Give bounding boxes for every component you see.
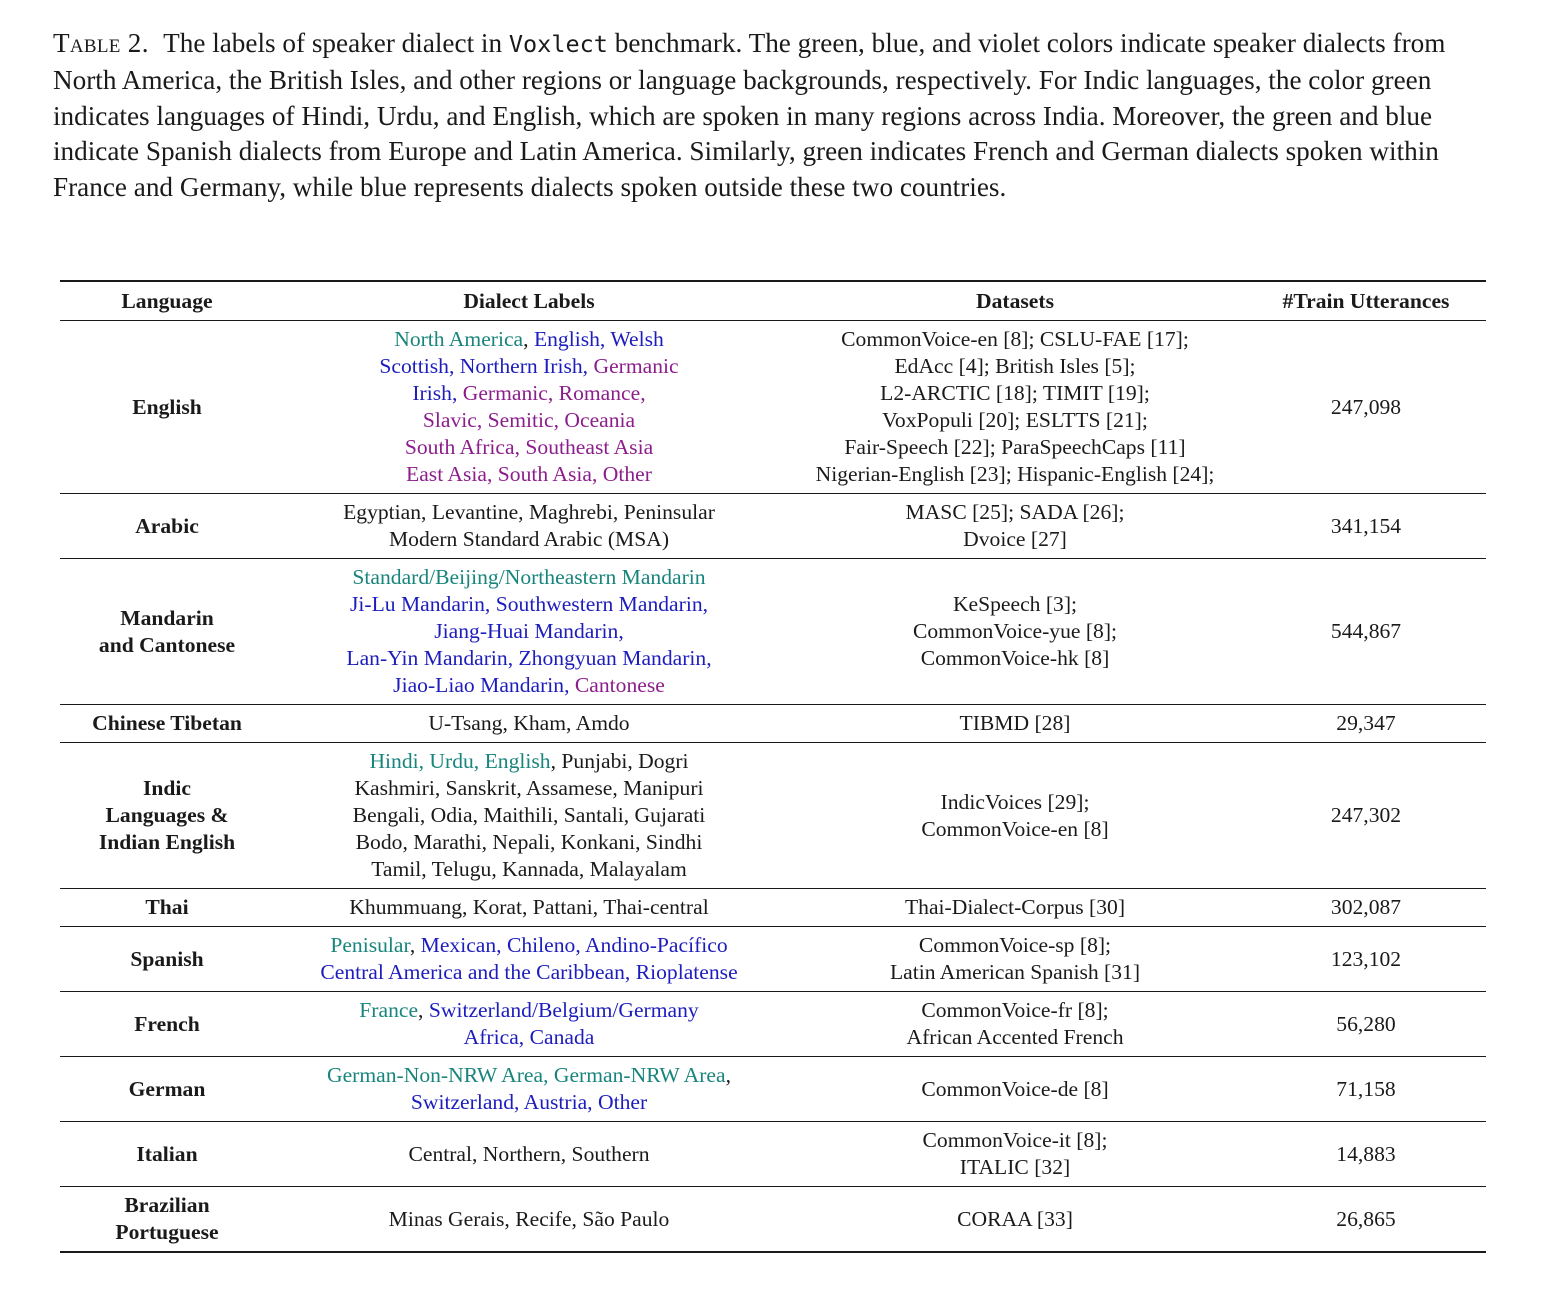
train-utterances-cell: 26,865 — [1336, 1206, 1396, 1231]
table-row — [60, 743, 1486, 889]
dialect-line — [278, 959, 780, 986]
train-utterances-cell: 56,280 — [1336, 1011, 1396, 1036]
language-cell — [60, 559, 274, 705]
dialect-label: Bengali, Odia, Maithili, Santali, Gujarati — [352, 803, 706, 827]
train-utterances-cell: 247,302 — [1330, 803, 1402, 827]
dialect-label: , Punjabi, Dogri — [550, 749, 689, 773]
datasets-cell — [784, 743, 1246, 889]
dataset-citation: CommonVoice-en [8] — [921, 816, 1109, 841]
dialect-labels-cell — [274, 743, 784, 889]
dialect-labels-cell — [274, 321, 784, 494]
dialect-label: Jiao-Liao Mandarin, — [393, 673, 575, 697]
dialect-line — [278, 672, 780, 699]
dialect-labels-cell — [274, 559, 784, 705]
dataset-citation: MASC [25]; SADA [26]; — [905, 500, 1125, 524]
dialect-label: Central America and the Caribbean, Rioplatense — [320, 960, 738, 984]
table-row — [60, 927, 1486, 992]
dataset-citation: CommonVoice-fr [8]; — [921, 998, 1109, 1022]
dialect-line — [278, 1062, 780, 1089]
language-name-line: Italian — [136, 1141, 198, 1166]
dialect-line — [278, 748, 780, 775]
dialect-line — [278, 618, 780, 645]
dialect-line — [278, 380, 780, 407]
dialect-labels-cell — [274, 889, 784, 927]
language-name-line: Indic — [142, 776, 191, 800]
dialect-line — [278, 353, 780, 380]
dialect-line — [278, 710, 780, 737]
dataset-citation: Latin American Spanish [31] — [889, 960, 1141, 984]
dataset-citation: TIBMD [28] — [959, 711, 1071, 735]
language-cell — [60, 1057, 274, 1122]
dataset-citation: IndicVoices [29]; — [940, 789, 1090, 814]
dialect-label: Irish, — [412, 381, 463, 405]
dialect-label: Switzerland/Belgium/Germany — [428, 998, 699, 1022]
dialect-line — [278, 1089, 780, 1116]
dialect-label: Standard/Beijing/Northeastern Mandarin — [352, 565, 706, 589]
table-row — [60, 1057, 1486, 1122]
header-datasets: Datasets — [976, 289, 1054, 313]
dataset-citation: CommonVoice-yue [8]; — [912, 619, 1118, 643]
train-utterances-cell: 544,867 — [1330, 619, 1402, 643]
dataset-citation: CommonVoice-de [8] — [921, 1076, 1109, 1101]
dialect-line — [278, 932, 780, 959]
dataset-citation: Nigerian-English [23]; Hispanic-English [24]; — [815, 462, 1215, 486]
dataset-citation: VoxPopuli [20]; ESLTTS [21]; — [882, 408, 1148, 432]
dialect-labels-cell — [274, 494, 784, 559]
table-caption — [53, 26, 1498, 206]
train-utterances-cell: 341,154 — [1330, 513, 1402, 538]
datasets-cell — [784, 321, 1246, 494]
dialect-label: Modern Standard Arabic (MSA) — [388, 527, 670, 551]
benchmark-name: Voxlect — [508, 30, 608, 58]
language-name-line: French — [134, 1011, 200, 1036]
train-utterances-cell: 247,098 — [1330, 394, 1402, 419]
language-cell — [60, 927, 274, 992]
dialect-line — [278, 1024, 780, 1051]
dialect-label: Minas Gerais, Recife, São Paulo — [388, 1206, 670, 1231]
dialect-label: Germanic — [593, 354, 679, 378]
dialect-line — [278, 407, 780, 434]
dialect-line — [278, 829, 780, 856]
dataset-citation: Thai-Dialect-Corpus [30] — [904, 895, 1126, 919]
dialect-label: Penisular — [330, 933, 410, 957]
dialect-label: Africa, Canada — [463, 1025, 595, 1049]
dialect-line — [278, 1206, 780, 1233]
train-utterances-cell: 71,158 — [1336, 1076, 1396, 1101]
dataset-citation: CommonVoice-it [8]; — [922, 1128, 1108, 1152]
language-name-line: English — [132, 394, 202, 419]
dialect-line — [278, 564, 780, 591]
language-name-line: Spanish — [130, 946, 204, 971]
train-utterances-cell: 302,087 — [1330, 895, 1402, 919]
dialect-labels-cell — [274, 1122, 784, 1187]
language-cell — [60, 321, 274, 494]
dataset-citation: CommonVoice-sp [8]; — [918, 933, 1112, 957]
dialect-labels-cell — [274, 1057, 784, 1122]
dialect-label: Jiang-Huai Mandarin, — [434, 619, 624, 643]
table-row — [60, 705, 1486, 743]
datasets-cell — [784, 1122, 1246, 1187]
datasets-cell — [784, 1187, 1246, 1253]
language-name-line: and Cantonese — [98, 632, 236, 657]
language-name-line: Brazilian — [124, 1193, 210, 1217]
language-cell — [60, 705, 274, 743]
header-language: Language — [121, 289, 213, 313]
dialect-line — [278, 591, 780, 618]
datasets-cell — [784, 992, 1246, 1057]
dialect-label: Ji-Lu Mandarin, Southwestern Mandarin, — [349, 592, 709, 616]
dialect-label: Germanic, Romance, — [462, 381, 646, 405]
dialect-labels-cell — [274, 992, 784, 1057]
train-utterances-cell: 123,102 — [1330, 946, 1402, 971]
language-name-line: Chinese Tibetan — [92, 711, 242, 735]
dialect-label: Egyptian, Levantine, Maghrebi, Peninsular — [343, 500, 715, 524]
dialect-label: North America — [394, 327, 524, 351]
dataset-citation: CommonVoice-en [8]; CSLU-FAE [17]; — [841, 327, 1189, 351]
datasets-cell — [784, 705, 1246, 743]
datasets-cell — [784, 927, 1246, 992]
dialect-labels-table — [60, 280, 1486, 1253]
language-name-line: Languages & — [105, 803, 229, 827]
train-utterances-cell: 29,347 — [1336, 711, 1396, 735]
table-row — [60, 1122, 1486, 1187]
dialect-line — [278, 499, 780, 526]
language-name-line: Portuguese — [115, 1220, 219, 1244]
dialect-label: U-Tsang, Kham, Amdo — [428, 711, 630, 735]
dataset-citation: ITALIC [32] — [959, 1155, 1071, 1179]
dataset-citation: African Accented French — [906, 1025, 1124, 1049]
dialect-label: Bodo, Marathi, Nepali, Konkani, Sindhi — [355, 830, 703, 854]
dialect-label: France — [359, 998, 419, 1022]
dialect-label: Switzerland, Austria, Other — [410, 1090, 648, 1114]
caption-text-rest: benchmark. The green, blue, and violet colors indicate speaker dialects from North America, the British Isles, and other regions or language backgrounds, respectively. For Indic languages, the color green indicates languages of Hindi, Urdu, and English, which are spoken in many regions across India. Moreover, the green and blue indicate Spanish dialects from Europe and Latin America. Similarly, green indicates French and German dialects spoken within France and Germany, while blue represents dialects spoken outside these two countries. — [53, 28, 1446, 203]
dialect-label: , — [409, 933, 421, 957]
dialect-label: South Africa, Southeast Asia — [404, 435, 654, 459]
dialect-label: , — [725, 1063, 731, 1087]
language-cell — [60, 889, 274, 927]
table-row — [60, 559, 1486, 705]
dialect-line — [278, 856, 780, 883]
dialect-line — [278, 775, 780, 802]
datasets-cell — [784, 1057, 1246, 1122]
language-cell — [60, 743, 274, 889]
dialect-label: Slavic, Semitic, Oceania — [422, 408, 636, 432]
datasets-cell — [784, 889, 1246, 927]
dialect-label: Kashmiri, Sanskrit, Assamese, Manipuri — [354, 776, 704, 800]
caption-text-start: The labels of speaker dialect in — [163, 28, 509, 58]
language-cell — [60, 494, 274, 559]
dialect-table-container — [60, 280, 1486, 1253]
dialect-line — [278, 526, 780, 553]
dialect-labels-cell — [274, 927, 784, 992]
dataset-citation: Fair-Speech [22]; ParaSpeechCaps [11] — [844, 435, 1186, 459]
dialect-line — [278, 326, 780, 353]
dialect-label: Mexican, Chileno, Andino-Pacífico — [420, 933, 728, 957]
dialect-label: English, Welsh — [533, 327, 664, 351]
dialect-label: East Asia, South Asia, Other — [406, 462, 652, 486]
dataset-citation: CommonVoice-hk [8] — [920, 646, 1110, 670]
dialect-label: , — [523, 327, 534, 351]
dialect-line — [278, 461, 780, 488]
dialect-labels-cell — [274, 705, 784, 743]
datasets-cell — [784, 494, 1246, 559]
datasets-cell — [784, 559, 1246, 705]
table-body — [60, 321, 1486, 1253]
language-name-line: Thai — [145, 895, 189, 919]
table-row — [60, 494, 1486, 559]
dialect-label: , — [418, 998, 429, 1022]
dataset-citation: EdAcc [4]; British Isles [5]; — [894, 354, 1136, 378]
table-header-row — [60, 281, 1486, 321]
dataset-citation: Dvoice [27] — [963, 527, 1067, 551]
dataset-citation: CORAA [33] — [957, 1206, 1073, 1231]
table-row — [60, 321, 1486, 494]
dialect-label: Scottish, Northern Irish, — [379, 354, 594, 378]
dialect-label: Lan-Yin Mandarin, Zhongyuan Mandarin, — [346, 646, 712, 670]
table-label: Table 2. — [53, 28, 149, 58]
header-dialect-labels: Dialect Labels — [463, 289, 595, 313]
language-cell — [60, 1187, 274, 1253]
dialect-line — [278, 894, 780, 921]
dialect-line — [278, 802, 780, 829]
dialect-labels-cell — [274, 1187, 784, 1253]
dialect-label: Hindi, Urdu, English — [369, 749, 551, 773]
dialect-label: German-Non-NRW Area, German-NRW Area — [327, 1063, 726, 1087]
dialect-line — [278, 997, 780, 1024]
dialect-label: Central, Northern, Southern — [408, 1141, 650, 1166]
train-utterances-cell: 14,883 — [1336, 1141, 1396, 1166]
dialect-line — [278, 645, 780, 672]
dialect-line — [278, 434, 780, 461]
language-cell — [60, 992, 274, 1057]
language-name-line: German — [128, 1076, 206, 1101]
language-name-line: Mandarin — [120, 605, 214, 630]
language-name-line: Indian English — [98, 830, 236, 854]
dialect-label: Tamil, Telugu, Kannada, Malayalam — [371, 857, 687, 881]
table-row — [60, 992, 1486, 1057]
dialect-label: Khummuang, Korat, Pattani, Thai-central — [349, 895, 709, 919]
table-row — [60, 1187, 1486, 1253]
language-name-line: Arabic — [135, 513, 199, 538]
language-cell — [60, 1122, 274, 1187]
dataset-citation: KeSpeech [3]; — [952, 592, 1078, 616]
dialect-label: Cantonese — [574, 673, 665, 697]
dialect-line — [278, 1141, 780, 1168]
table-row — [60, 889, 1486, 927]
dataset-citation: L2-ARCTIC [18]; TIMIT [19]; — [880, 381, 1150, 405]
header-train-utterances: #Train Utterances — [1282, 289, 1450, 313]
